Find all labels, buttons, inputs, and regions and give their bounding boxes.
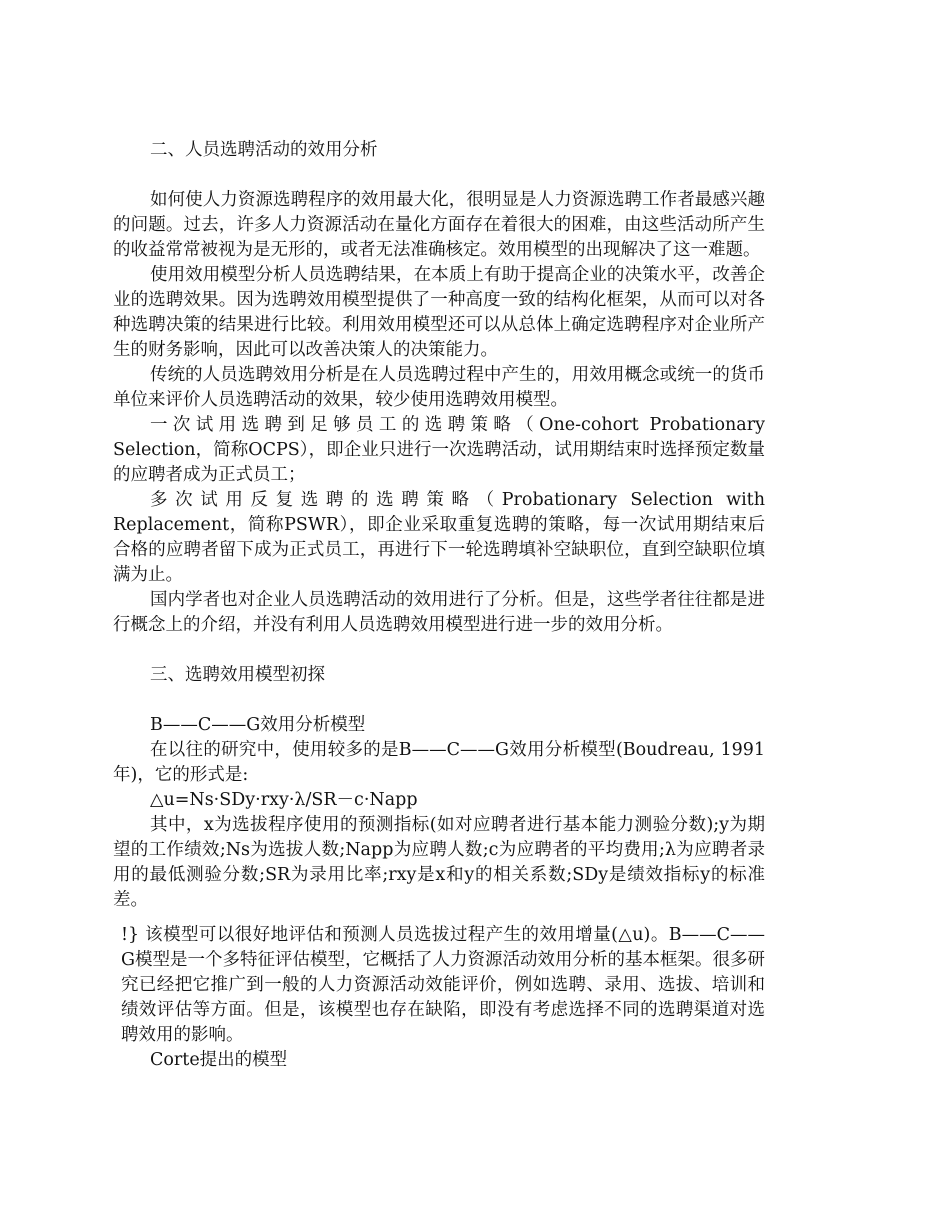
paragraph: 如何使人力资源选聘程序的效用最大化，很明显是人力资源选聘工作者最感兴趣的问题。过去，许多人力资源活动在量化方面存在着很大的困难，由这些活动所产生的收益常常被视为是无形的，或者无法准确核定。效用模型的出现解决了这一难题。 <box>113 190 765 260</box>
paragraph: 传统的人员选聘效用分析是在人员选聘过程中产生的，用效用概念或统一的货币单位来评价人员选聘活动的效果，较少使用选聘效用模型。 <box>113 365 765 410</box>
paragraph: 使用效用模型分析人员选聘结果，在本质上有助于提高企业的决策水平，改善企业的选聘效果。因为选聘效用模型提供了一种高度一致的结构化框架，从而可以对各种选聘决策的结果进行比较。利用效用模型还可以从总体上确定选聘程序对企业所产生的财务影响，因此可以改善决策人的决策能力。 <box>113 265 765 360</box>
paragraph-model-evaluation: !} 该模型可以很好地评估和预测人员选拔过程产生的效用增量(△u)。B——C——G模型是一个多特征评估模型，它概括了人力资源活动效用分析的基本框架。很多研究已经把它推广到一般的人力资源活动效能评价，例如选聘、录用、选拔、培训和绩效评估等方面。但是，该模型也存在缺陷，即没有考虑选择不同的选聘渠道对选聘效用的影响。 <box>121 925 765 1045</box>
paragraph: 国内学者也对企业人员选聘活动的效用进行了分析。但是，这些学者往往都是进行概念上的介绍，并没有利用人员选聘效用模型进行进一步的效用分析。 <box>113 590 765 635</box>
paragraph-pswr: 多次试用反复选聘的选聘策略（Probationary Selection with Replacement，简称PSWR），即企业采取重复选聘的策略，每一次试用期结束后合格的应聘者留下成为正式员工，再进行下一轮选聘填补空缺职位，直到空缺职位填满为止。 <box>113 490 765 585</box>
paragraph-ocps: 一次试用选聘到足够员工的选聘策略（One-cohort Probationary Selection，简称OCPS），即企业只进行一次选聘活动，试用期结束时选择预定数量的应聘者成为正式员工； <box>113 415 765 485</box>
subheading-corte-model: Corte提出的模型 <box>150 1050 288 1070</box>
subheading-bcg-model: B——C——G效用分析模型 <box>150 715 366 735</box>
spacer <box>113 638 765 663</box>
section-heading-3: 三、选聘效用模型初探 <box>150 665 325 685</box>
paragraph: 在以往的研究中，使用较多的是B——C——G效用分析模型(Boudreau, 1991年)，它的形式是: <box>113 740 765 785</box>
utility-formula: △u=Ns·SDy·rxy·λ/SR－c·Napp <box>150 790 418 810</box>
section-heading-2: 二、人员选聘活动的效用分析 <box>150 140 378 160</box>
document-body <box>113 138 765 1073</box>
paragraph-variable-definitions: 其中，x为选拔程序使用的预测指标(如对应聘者进行基本能力测验分数);y为期望的工作绩效;Ns为选拔人数;Napp为应聘人数;c为应聘者的平均费用;λ为应聘者录用的最低测验分数;SR为录用比率;rxy是x和y的相关系数;SDy是绩效指标y的标准差。 <box>113 815 765 910</box>
